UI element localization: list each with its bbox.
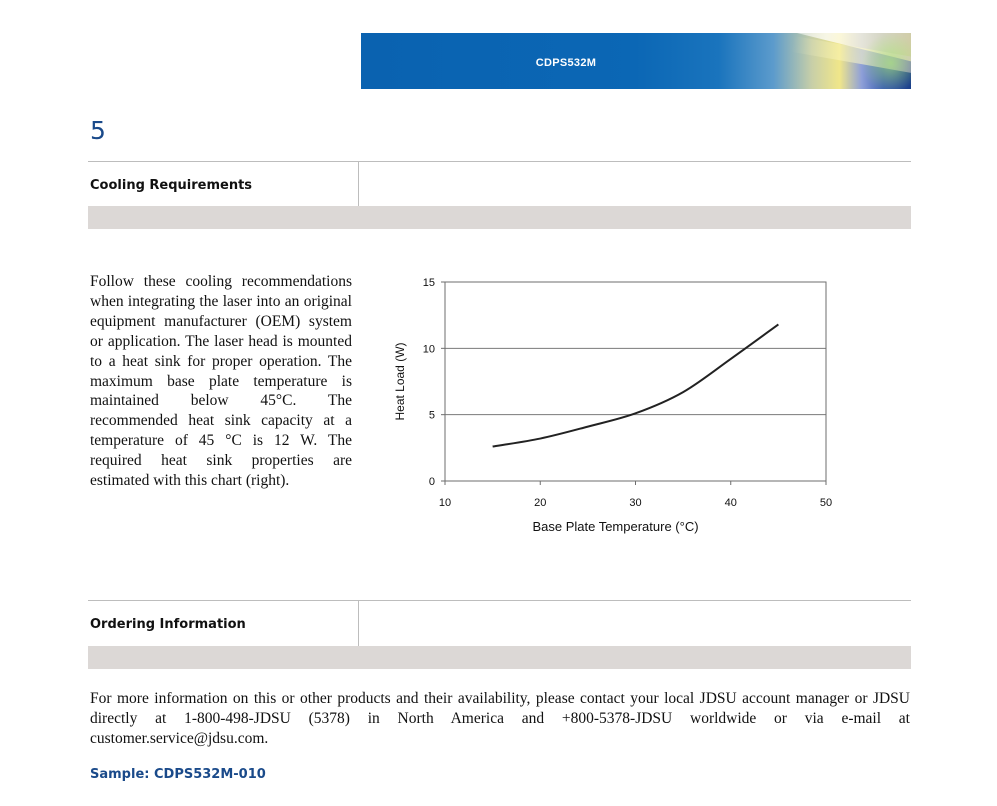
section-rule: [88, 600, 911, 601]
cooling-paragraph: Follow these cooling recommendations when integrating the laser into an original equipment manufacturer (OEM) system or application. The laser head is mounted to a heat sink for proper operation. The maximum base plate temperature is maintained below 45°C. The recommended heat sink capacity at a temperature of 45 °C is 12 W. The required heat sink properties are estimated with this chart (right).: [90, 273, 352, 490]
document-title: CDPS532M: [535, 57, 597, 69]
x-tick-label: 10: [438, 497, 452, 509]
section-band: [88, 206, 911, 229]
section-rule: [88, 161, 911, 162]
y-tick-label: 5: [428, 409, 435, 422]
x-tick-label: 30: [629, 497, 642, 509]
chart-gridlines: [445, 348, 826, 414]
plot-frame: [445, 282, 826, 481]
sample-part-number: Sample: CDPS532M-010: [90, 767, 266, 782]
cooling-heading: Cooling Requirements: [90, 178, 253, 193]
y-axis-label: Heat Load (W): [393, 342, 407, 421]
heat-load-chart: [380, 270, 840, 545]
y-axis-ticks: [423, 277, 445, 488]
x-tick-label: 20: [534, 497, 547, 509]
banner-light-glow: [861, 33, 911, 89]
ordering-heading: Ordering Information: [90, 617, 246, 632]
x-axis-label: Base Plate Temperature (°C): [532, 519, 699, 534]
y-tick-label: 10: [422, 343, 435, 356]
y-tick-label: 15: [422, 277, 435, 289]
series-line-heat-load: [493, 324, 779, 446]
y-tick-label: 0: [428, 476, 435, 488]
header-banner: [361, 33, 911, 89]
section-band: [88, 646, 911, 669]
x-axis-ticks: [439, 481, 832, 509]
x-tick-label: 50: [819, 497, 833, 509]
ordering-paragraph: For more information on this or other products and their availability, please contact your local JDSU account manager or JDSU directly at 1-800-498-JDSU (5378) in North America and +800-5378-JDSU worldwide or via e-mail at customer.service@jdsu.com.: [90, 690, 910, 747]
page-number: 5: [90, 116, 106, 145]
x-tick-label: 40: [724, 497, 737, 509]
